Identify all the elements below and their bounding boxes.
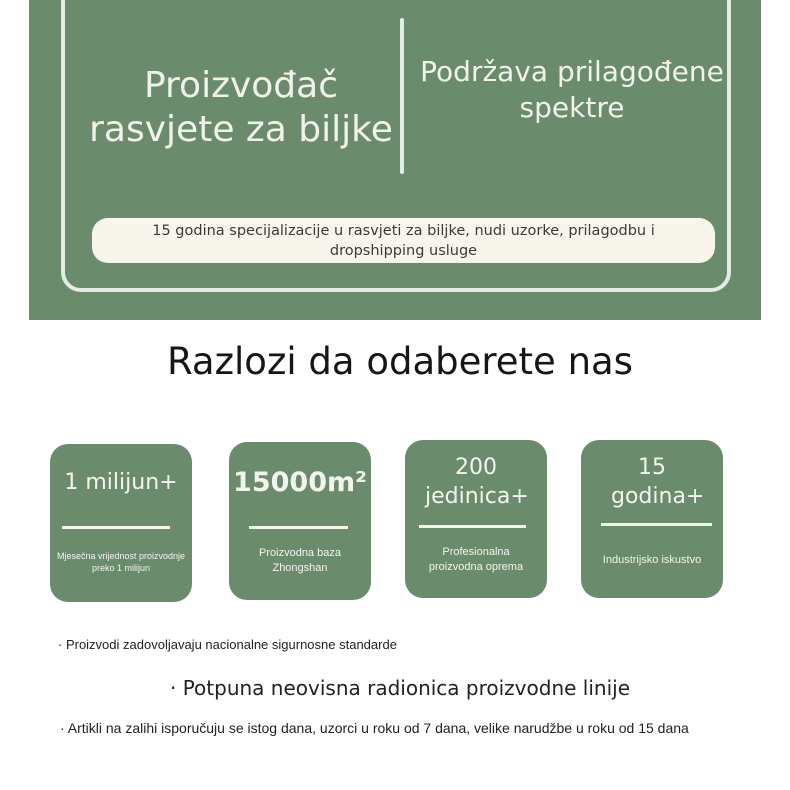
hero-title-custom-spectrum: Podržava prilagođene spektre: [420, 55, 724, 124]
stat-value: 200 jedinica+: [425, 455, 529, 509]
stat-card-monthly-output: [50, 444, 192, 602]
stat-card-production-base: [229, 442, 371, 600]
hero-title-manufacturer: Proizvođač rasvjete za biljke: [89, 65, 393, 150]
stat-divider: [62, 526, 170, 529]
stat-card-equipment: [405, 440, 547, 598]
stat-description: Profesionalna proizvodna oprema: [428, 546, 524, 573]
stat-value: 15 godina+: [611, 455, 705, 509]
hero-banner: [29, 0, 761, 320]
bullet-delivery-times: · Artikli na zalihi isporučuju se istog dana, uzorci u roku od 7 dana, velike narudžbe u roku od 15 dana: [60, 720, 689, 736]
stat-value: 1 milijun+: [64, 470, 178, 495]
section-title: Razlozi da odaberete nas: [167, 340, 633, 383]
stat-divider: [419, 525, 526, 528]
stat-card-experience: [581, 440, 723, 598]
stat-divider: [601, 523, 712, 526]
stat-description: Industrijsko iskustvo: [602, 554, 702, 566]
hero-tagline-pill: [92, 218, 715, 263]
stat-description: Proizvodna baza Zhongshan: [259, 547, 341, 574]
stat-value: 15000m²: [233, 467, 367, 498]
bullet-independent-workshop: · Potpuna neovisna radionica proizvodne linije: [169, 676, 630, 700]
stat-divider: [249, 526, 348, 529]
hero-tagline-text: 15 godina specijalizacije u rasvjeti za biljke, nudi uzorke, prilagodbu i dropshipping usluge: [152, 222, 655, 259]
bullet-safety-standards: · Proizvodi zadovoljavaju nacionalne sigurnosne standarde: [58, 637, 397, 652]
stat-description: Mjesečna vrijednost proizvodnje preko 1 milijun: [56, 551, 186, 573]
